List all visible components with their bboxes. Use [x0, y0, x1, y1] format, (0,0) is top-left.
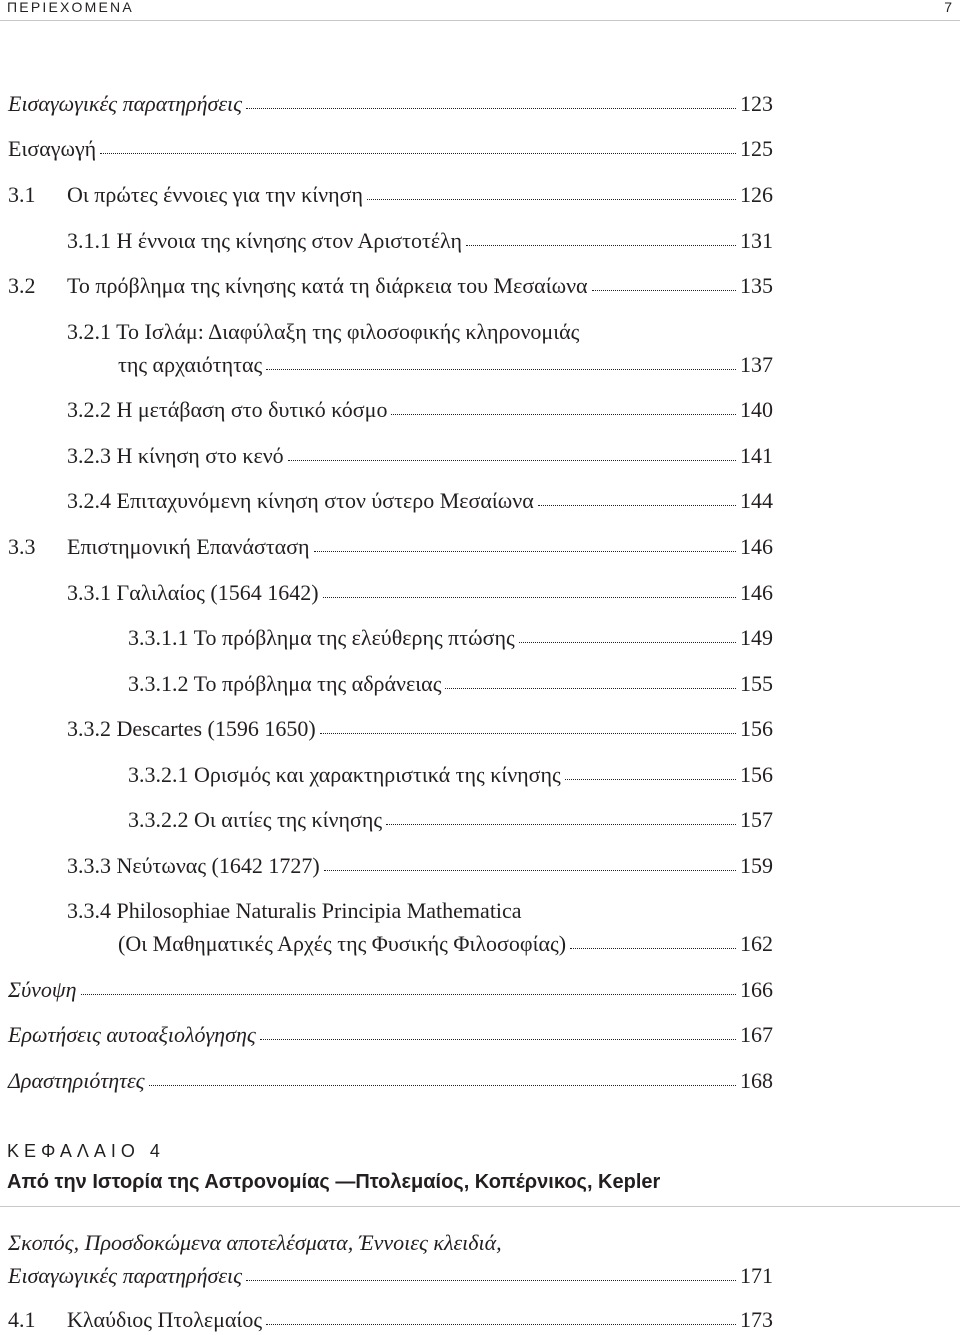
toc-entry-3-3-2-1[interactable]	[128, 760, 773, 790]
toc-entry-number: 4.1	[8, 1307, 36, 1332]
toc-entry-page: 146	[740, 534, 773, 559]
toc-entry-number: 3.1	[8, 182, 36, 207]
toc-entry-label: 3.3.2.1 Ορισμός και χαρακτηριστικά της κίνησης	[128, 762, 561, 787]
dot-leader	[466, 245, 736, 246]
toc-entry-introduction[interactable]	[8, 134, 773, 164]
toc-entry-chapter4-intro[interactable]	[8, 1261, 773, 1291]
toc-entry-3-2-1-line1[interactable]: 3.2.1 Το Ισλάμ: Διαφύλαξη της φιλοσοφικής κληρονομιάς	[67, 319, 580, 344]
toc-entry-number: 3.3	[8, 534, 36, 559]
dot-leader	[323, 597, 736, 598]
dot-leader	[260, 1039, 736, 1040]
toc-entry-label: Σύνοψη	[8, 977, 77, 1002]
toc-entry-3-3-4[interactable]	[118, 929, 773, 959]
toc-entry-self-assessment[interactable]	[8, 1020, 773, 1050]
toc-entry-3-1[interactable]	[8, 180, 773, 210]
dot-leader	[149, 1085, 736, 1086]
toc-entry-3-3-1[interactable]	[67, 578, 773, 608]
dot-leader	[246, 108, 736, 109]
dot-leader	[538, 505, 736, 506]
toc-entry-activities[interactable]	[8, 1066, 773, 1096]
toc-entry-3-3[interactable]	[8, 532, 773, 562]
toc-entry-page: 141	[740, 443, 773, 468]
toc-entry-label: Επιστημονική Επανάσταση	[67, 534, 310, 559]
dot-leader	[565, 779, 736, 780]
running-header-title: ΠΕΡΙΕΧΟΜΕΝΑ	[7, 0, 134, 15]
toc-entry-label: Το πρόβλημα της κίνησης κατά τη διάρκεια του Μεσαίωνα	[67, 273, 588, 298]
toc-entry-page: 162	[740, 931, 773, 956]
toc-entry-summary[interactable]	[8, 975, 773, 1005]
toc-entry-label: 3.3.3 Νεύτωνας (1642 1727)	[67, 853, 320, 878]
dot-leader	[386, 824, 736, 825]
chapter-divider	[0, 1206, 960, 1207]
toc-entry-page: 135	[740, 273, 773, 298]
toc-entry-chapter4-intro-line1[interactable]: Σκοπός, Προσδοκώμενα αποτελέσματα, Έννοιες κλειδιά,	[8, 1230, 502, 1255]
toc-entry-page: 146	[740, 580, 773, 605]
toc-entry-3-3-1-2[interactable]	[128, 669, 773, 699]
dot-leader	[266, 369, 736, 370]
dot-leader	[519, 642, 736, 643]
toc-entry-label: Δραστηριότητες	[8, 1068, 145, 1093]
toc-entry-label: 3.3.2 Descartes (1596 1650)	[67, 716, 316, 741]
toc-entry-3-3-4-line1[interactable]: 3.3.4 Philosophiae Naturalis Principia Mathematica	[67, 898, 522, 923]
toc-entry-label: 3.2.2 Η μετάβαση στο δυτικό κόσμο	[67, 397, 388, 422]
toc-entry-4-1[interactable]	[8, 1305, 773, 1335]
toc-entry-page: 156	[740, 762, 773, 787]
toc-entry-page: 156	[740, 716, 773, 741]
toc-entry-label: (Οι Μαθηματικές Αρχές της Φυσικής Φιλοσοφίας)	[118, 931, 567, 956]
toc-entry-3-3-3[interactable]	[67, 851, 773, 881]
toc-entry-label: Ερωτήσεις αυτοαξιολόγησης	[8, 1022, 256, 1047]
toc-entry-3-2-3[interactable]	[67, 441, 773, 471]
toc-entry-label: της αρχαιότητας	[118, 352, 263, 377]
toc-entry-page: 137	[740, 352, 773, 377]
toc-entry-page: 155	[740, 671, 773, 696]
toc-entry-label: 3.3.2.2 Οι αιτίες της κίνησης	[128, 807, 383, 832]
toc-entry-page: 126	[740, 182, 773, 207]
toc-entry-page: 168	[740, 1068, 773, 1093]
toc-entry-label: 3.2.3 Η κίνηση στο κενό	[67, 443, 284, 468]
toc-entry-page: 171	[740, 1263, 773, 1288]
chapter-title: Από την Ιστορία της Αστρονομίας —Πτολεμαίος, Κοπέρνικος, Kepler	[7, 1171, 661, 1193]
toc-entry-page: 123	[740, 91, 773, 116]
dot-leader	[570, 948, 736, 949]
toc-entry-introductory-remarks[interactable]	[8, 89, 773, 119]
toc-entry-number: 3.2	[8, 273, 36, 298]
dot-leader	[391, 414, 736, 415]
dot-leader	[314, 551, 736, 552]
toc-entry-label: 3.2.4 Επιταχυνόμενη κίνηση στον ύστερο Μεσαίωνα	[67, 488, 534, 513]
toc-entry-label: 3.3.1.2 Το πρόβλημα της αδράνειας	[128, 671, 442, 696]
dot-leader	[246, 1280, 736, 1281]
toc-entry-3-3-1-1[interactable]	[128, 623, 773, 653]
toc-entry-label: 3.3.1 Γαλιλαίος (1564 1642)	[67, 580, 319, 605]
toc-entry-page: 157	[740, 807, 773, 832]
toc-entry-page: 159	[740, 853, 773, 878]
toc-entry-3-2-1[interactable]	[118, 350, 773, 380]
toc-entry-page: 167	[740, 1022, 773, 1047]
dot-leader	[367, 199, 736, 200]
toc-entry-label: 3.1.1 Η έννοια της κίνησης στον Αριστοτέλη	[67, 228, 463, 253]
toc-entry-label: Εισαγωγή	[8, 136, 97, 161]
dot-leader	[288, 460, 736, 461]
dot-leader	[445, 688, 736, 689]
toc-entry-3-2[interactable]	[8, 271, 773, 301]
dot-leader	[100, 153, 736, 154]
toc-entry-page: 125	[740, 136, 773, 161]
toc-entry-page: 173	[740, 1307, 773, 1332]
dot-leader	[81, 994, 736, 995]
toc-entry-label: 3.3.1.1 Το πρόβλημα της ελεύθερης πτώσης	[128, 625, 515, 650]
toc-entry-label: Οι πρώτες έννοιες για την κίνηση	[67, 182, 363, 207]
running-header-page-number: 7	[944, 0, 952, 15]
toc-entry-label: Εισαγωγικές παρατηρήσεις	[8, 91, 243, 116]
toc-entry-page: 166	[740, 977, 773, 1002]
toc-entry-3-3-2[interactable]	[67, 714, 773, 744]
dot-leader	[324, 870, 736, 871]
chapter-heading: ΚΕΦΑΛΑΙΟ 4	[7, 1141, 165, 1161]
toc-entry-page: 149	[740, 625, 773, 650]
toc-entry-3-2-2[interactable]	[67, 395, 773, 425]
dot-leader	[592, 290, 736, 291]
toc-entry-label: Εισαγωγικές παρατηρήσεις	[8, 1263, 243, 1288]
toc-entry-page: 140	[740, 397, 773, 422]
toc-entry-3-2-4[interactable]	[67, 486, 773, 516]
toc-entry-page: 144	[740, 488, 773, 513]
toc-entry-page: 131	[740, 228, 773, 253]
toc-entry-3-3-2-2[interactable]	[128, 805, 773, 835]
dot-leader	[266, 1324, 736, 1325]
header-divider	[0, 20, 960, 21]
dot-leader	[320, 733, 736, 734]
toc-entry-3-1-1[interactable]	[67, 226, 773, 256]
toc-entry-label: Κλαύδιος Πτολεμαίος	[67, 1307, 263, 1332]
